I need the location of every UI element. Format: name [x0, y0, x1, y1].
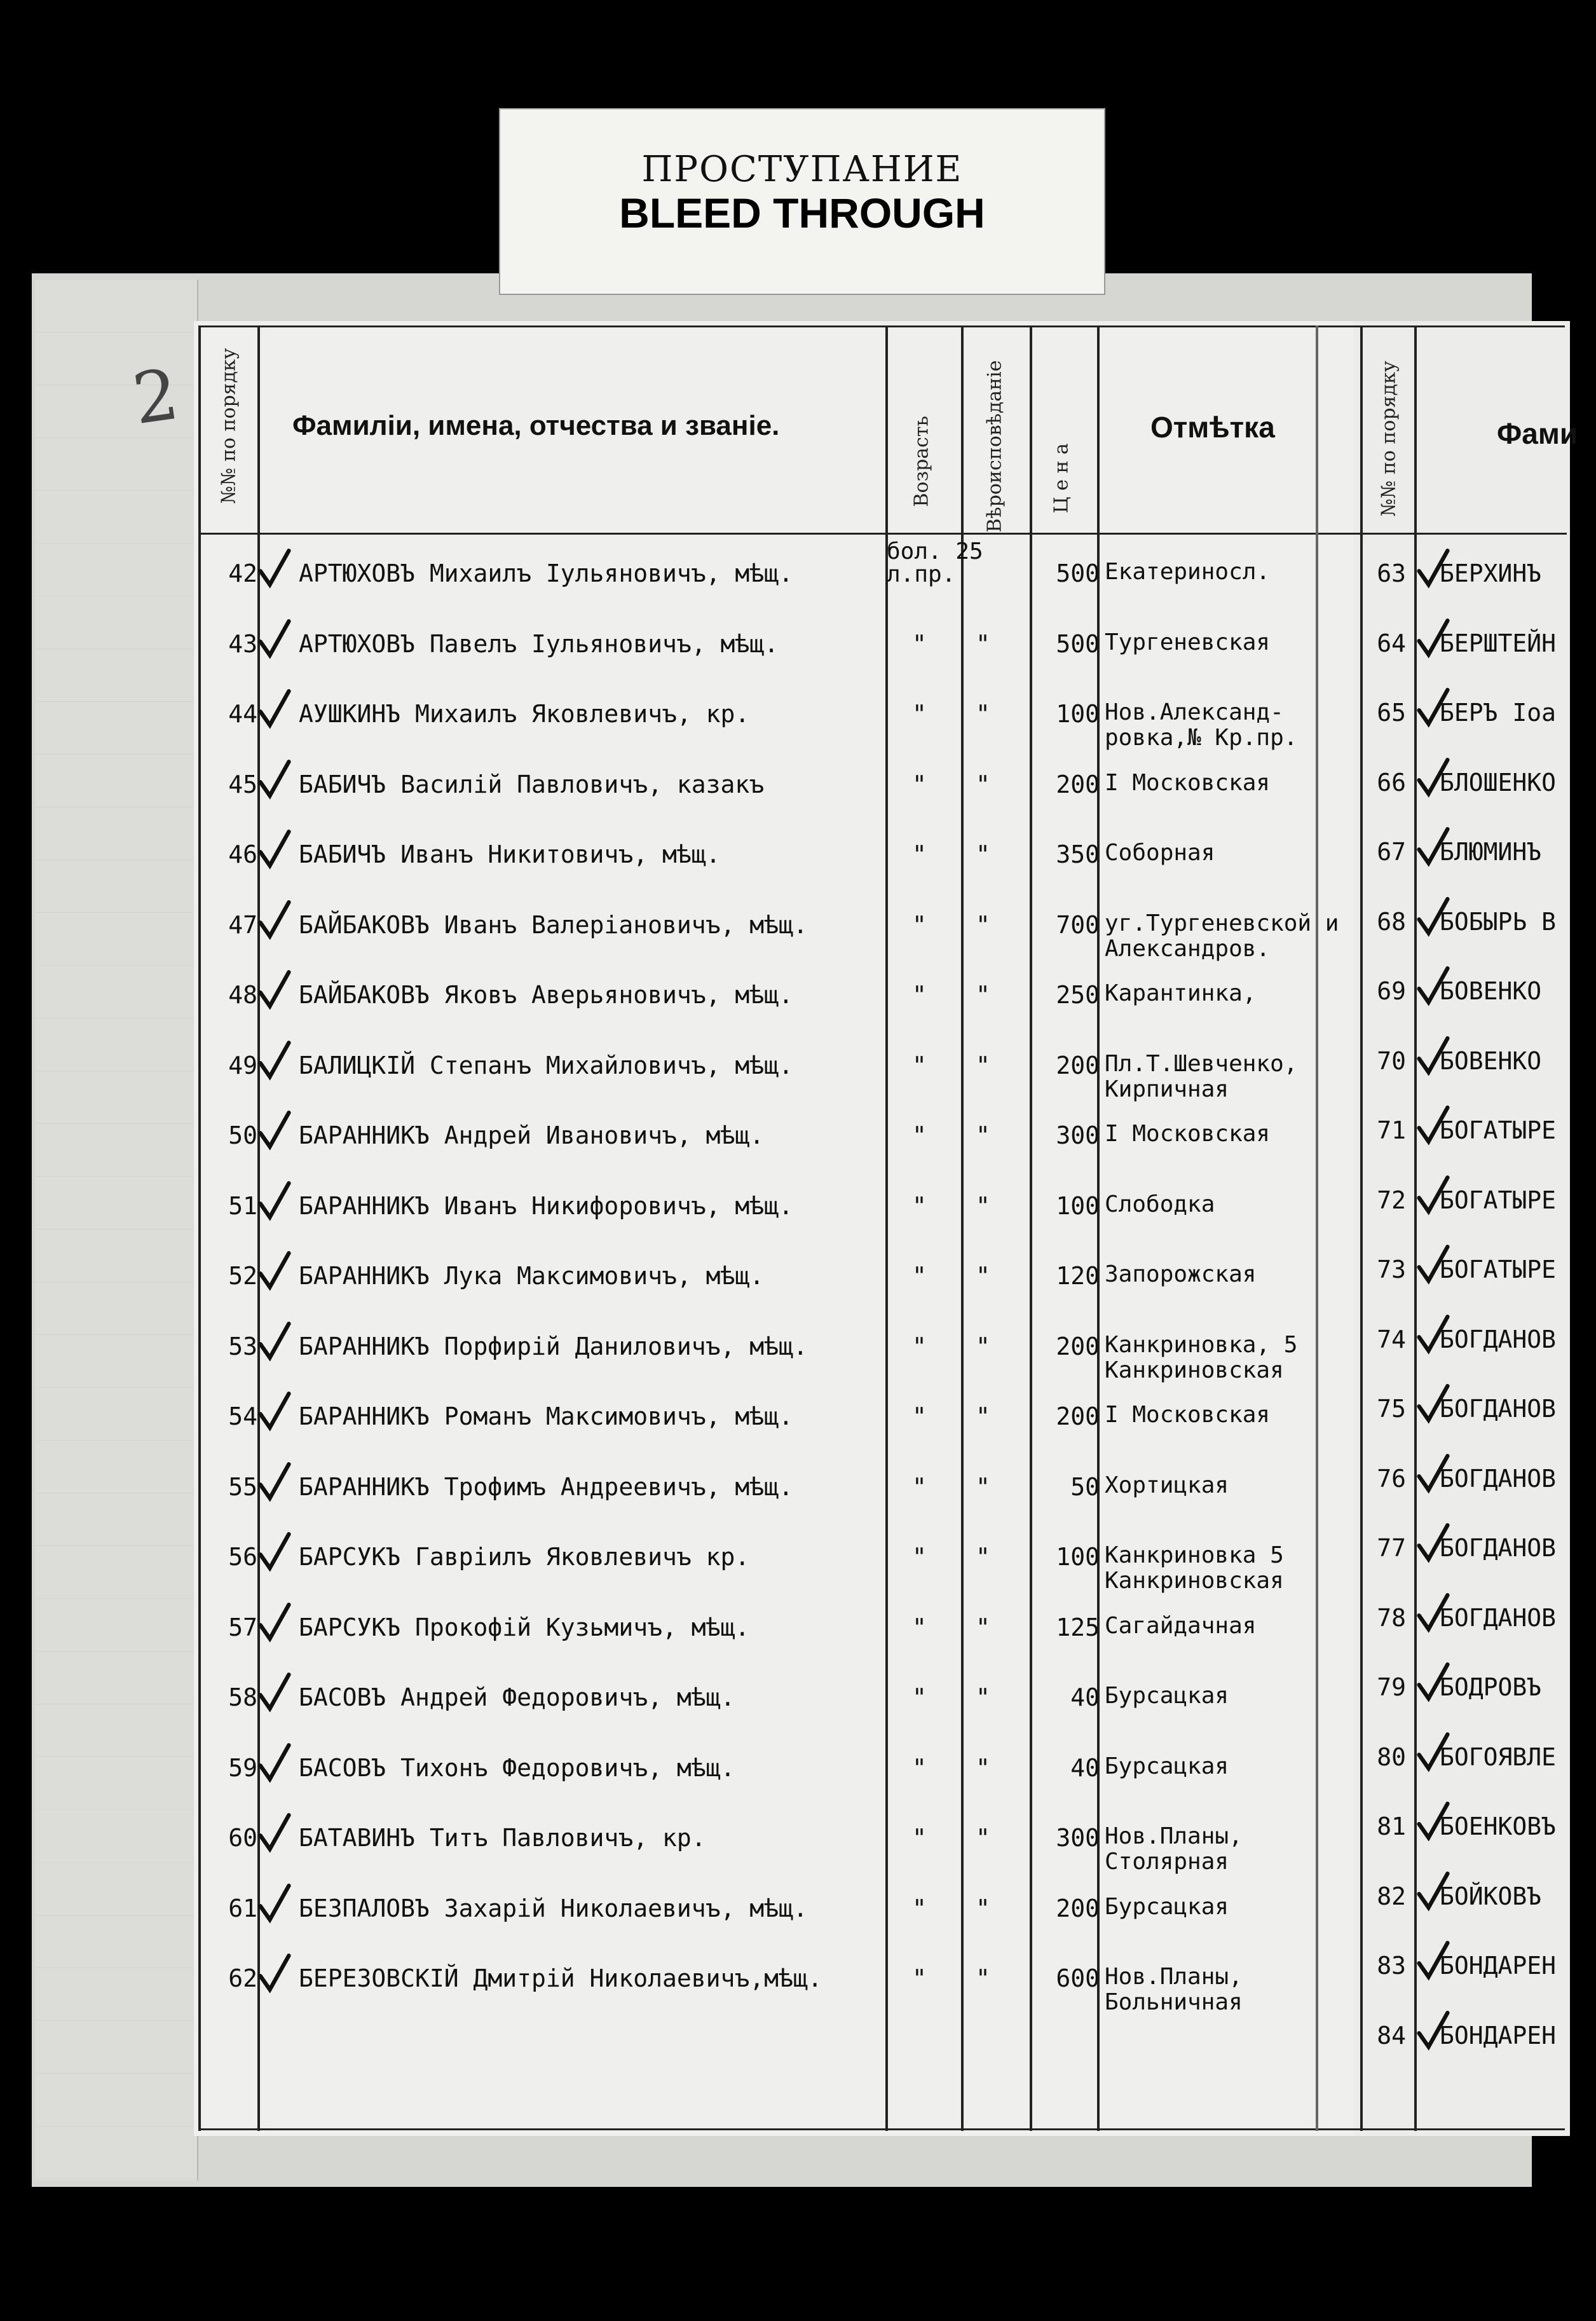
person-name: БАЛИЦКIЙ Степанъ Михайловичъ, мѣщ. — [299, 1051, 793, 1079]
person-confession: " — [976, 1683, 990, 1711]
address-mark: I Московская — [1105, 1121, 1271, 1147]
row-number-right: 77 — [1377, 1534, 1406, 1562]
person-name-right: БОГОЯВЛЕ — [1440, 1742, 1557, 1771]
person-price: 250 — [1056, 981, 1100, 1009]
person-age: " — [912, 1332, 927, 1360]
address-mark: Бурсацкая — [1105, 1683, 1229, 1709]
person-age: " — [912, 1543, 927, 1571]
row-number-right: 83 — [1377, 1952, 1406, 1980]
row-number-right: 81 — [1377, 1812, 1406, 1840]
table-row-right — [0, 1673, 1596, 1711]
row-number: 53 — [228, 1332, 257, 1360]
person-confession: " — [976, 910, 990, 939]
person-name: АРТЮХОВЪ Павелъ Iульяновичъ, мѣщ. — [299, 629, 779, 658]
person-price: 120 — [1056, 1262, 1100, 1290]
person-name-right: БЛЮМИНЪ — [1440, 838, 1542, 866]
address-mark: Слободка — [1105, 1191, 1215, 1217]
label-english: BLEED THROUGH — [619, 189, 985, 236]
table-row-right — [0, 1116, 1596, 1154]
row-number-right: 82 — [1377, 1882, 1406, 1910]
person-age: " — [912, 981, 927, 1009]
table-row-right — [0, 1604, 1596, 1642]
person-price: 40 — [1070, 1683, 1100, 1711]
table-row-right — [0, 1395, 1596, 1433]
person-name-right: БОВЕНКО — [1440, 1046, 1542, 1075]
person-price: 600 — [1056, 1964, 1100, 1992]
address-mark: Соборная — [1105, 840, 1215, 866]
label-russian: ПРОСТУПАНИЕ — [641, 149, 963, 190]
address-mark: Хортицкая — [1105, 1472, 1229, 1498]
person-confession: " — [976, 981, 990, 1009]
person-name-right: БОГАТЫРЕ — [1440, 1186, 1557, 1214]
header-price: Ц е н а — [1050, 443, 1073, 514]
person-age: бол. 25 л.пр. — [887, 538, 983, 587]
table-row-right — [0, 629, 1596, 668]
person-name: БАЙБАКОВЪ Яковъ Аверьяновичъ, мѣщ. — [299, 981, 793, 1009]
person-confession: " — [976, 1613, 990, 1641]
table-row-right — [0, 1047, 1596, 1085]
person-age: " — [912, 770, 927, 798]
header-age: Возрасть — [910, 416, 933, 507]
address-mark: Нов.Александ- ровка,№ Кр.пр. — [1105, 699, 1298, 751]
address-mark: Карантинка, — [1105, 980, 1257, 1006]
address-mark: Запорожская — [1105, 1261, 1257, 1287]
address-mark: Нов.Планы, Столярная — [1105, 1823, 1243, 1875]
row-number: 50 — [228, 1121, 257, 1149]
person-price: 350 — [1056, 840, 1100, 868]
person-age: " — [912, 1191, 927, 1220]
person-name: БАБИЧЪ Иванъ Никитовичъ, мѣщ. — [299, 840, 721, 868]
address-mark: I Московская — [1105, 769, 1271, 796]
row-number: 52 — [228, 1262, 257, 1290]
person-price: 700 — [1056, 910, 1100, 939]
bleed-through-label — [499, 108, 1105, 295]
header-name: Фамилiи, имена, отчества и званiе. — [292, 410, 780, 441]
person-name-right: БОГДАНОВ — [1440, 1395, 1557, 1423]
person-price: 500 — [1056, 559, 1100, 587]
person-age: " — [912, 910, 927, 939]
row-number-right: 80 — [1377, 1742, 1406, 1771]
row-number: 43 — [228, 629, 257, 658]
row-number-right: 75 — [1377, 1395, 1406, 1423]
row-number: 44 — [228, 700, 257, 728]
person-age: " — [912, 700, 927, 728]
person-age: " — [912, 1262, 927, 1290]
person-name: БАЙБАКОВЪ Иванъ Валерiановичъ, мѣщ. — [299, 910, 808, 939]
person-price: 40 — [1070, 1753, 1100, 1782]
address-mark: Нов.Планы, Больничная — [1105, 1964, 1243, 2015]
table-row-right — [0, 1465, 1596, 1503]
table-row-right — [0, 1325, 1596, 1364]
row-number: 60 — [228, 1824, 257, 1852]
row-number: 54 — [228, 1402, 257, 1430]
person-confession: " — [976, 629, 990, 658]
person-age: " — [912, 1964, 927, 1992]
row-number-right: 79 — [1377, 1673, 1406, 1701]
header-mark: Отмѣтка — [1150, 411, 1275, 444]
person-name: БАРАННИКЪ Андрей Ивановичъ, мѣщ. — [299, 1121, 765, 1149]
address-mark: I Московская — [1105, 1402, 1271, 1428]
row-number: 59 — [228, 1753, 257, 1782]
person-age: " — [912, 1683, 927, 1711]
address-mark: Канкриновка, 5 Канкриновская — [1105, 1331, 1298, 1383]
person-name: БАБИЧЪ Василiй Павловичъ, казакъ — [299, 770, 765, 798]
person-name: БАСОВЪ Тихонъ Федоровичъ, мѣщ. — [299, 1753, 735, 1782]
person-confession: " — [976, 1332, 990, 1360]
person-confession: " — [976, 1121, 990, 1149]
person-name-right: БОНДАРЕН — [1440, 1952, 1557, 1980]
person-age: " — [912, 1051, 927, 1079]
person-price: 200 — [1056, 1894, 1100, 1922]
person-age: " — [912, 1402, 927, 1430]
person-price: 100 — [1056, 1543, 1100, 1571]
person-price: 200 — [1056, 770, 1100, 798]
person-name-right: БОГДАНОВ — [1440, 1325, 1557, 1353]
address-mark: Пл.Т.Шевченко, Кирпичная — [1105, 1050, 1298, 1102]
person-price: 50 — [1070, 1472, 1100, 1501]
person-confession: " — [976, 1753, 990, 1782]
person-confession: " — [976, 1262, 990, 1290]
person-name: БАРАННИКЪ Порфирiй Даниловичъ, мѣщ. — [299, 1332, 808, 1360]
row-number-right: 66 — [1377, 768, 1406, 797]
address-mark: Екатериносл. — [1105, 559, 1271, 585]
header-order-right: №№ по порядку — [1377, 360, 1400, 517]
person-name: БЕЗПАЛОВЪ Захарiй Николаевичъ, мѣщ. — [299, 1894, 808, 1922]
row-number: 62 — [228, 1964, 257, 1992]
person-confession: " — [976, 1894, 990, 1922]
row-number-right: 74 — [1377, 1325, 1406, 1353]
row-number-right: 65 — [1377, 699, 1406, 727]
person-name: БАРАННИКЪ Лука Максимовичъ, мѣщ. — [299, 1262, 765, 1290]
header-order-left: №№ по порядку — [217, 348, 240, 504]
row-number: 61 — [228, 1894, 257, 1922]
person-age: " — [912, 1472, 927, 1501]
person-confession: " — [976, 1543, 990, 1571]
person-name-right: БОБЫРЬ В — [1440, 907, 1557, 936]
row-number-right: 73 — [1377, 1256, 1406, 1284]
address-mark: Сагайдачная — [1105, 1612, 1257, 1639]
address-mark: Бурсацкая — [1105, 1893, 1229, 1920]
person-name: АУШКИНЪ Михаилъ Яковлевичъ, кр. — [299, 700, 750, 728]
row-number-right: 76 — [1377, 1464, 1406, 1493]
person-name: БАРАННИКЪ Романъ Максимовичъ, мѣщ. — [299, 1402, 793, 1430]
person-name-right: БЕРШТЕЙН — [1440, 629, 1557, 657]
person-confession: " — [976, 1402, 990, 1430]
table-row-right — [0, 1534, 1596, 1572]
person-name-right: БЕРХИНЪ — [1440, 559, 1542, 587]
person-age: " — [912, 1753, 927, 1782]
table-row-right — [0, 1186, 1596, 1224]
person-name: БАРАННИКЪ Иванъ Никифоровичъ, мѣщ. — [299, 1191, 793, 1220]
row-number: 45 — [228, 770, 257, 798]
table-row-right — [0, 1743, 1596, 1781]
row-number-right: 69 — [1377, 977, 1406, 1005]
person-age: " — [912, 1121, 927, 1149]
person-name-right: БОДРОВЪ — [1440, 1673, 1542, 1701]
address-mark: Канкриновка 5 Канкриновская — [1105, 1542, 1284, 1594]
row-number: 47 — [228, 910, 257, 939]
person-price: 125 — [1056, 1613, 1100, 1641]
person-price: 300 — [1056, 1824, 1100, 1852]
person-age: " — [912, 629, 927, 658]
row-number-right: 63 — [1377, 559, 1406, 587]
row-number-right: 70 — [1377, 1046, 1406, 1075]
row-number-right: 72 — [1377, 1186, 1406, 1214]
person-confession: " — [976, 1824, 990, 1852]
person-confession: " — [976, 1051, 990, 1079]
header-name-right: Фами — [1497, 417, 1578, 450]
row-number-right: 71 — [1377, 1116, 1406, 1144]
person-confession: " — [976, 1472, 990, 1501]
person-name: БАРСУКЪ Прокофiй Кузьмичъ, мѣщ. — [299, 1613, 750, 1641]
person-name: БАСОВЪ Андрей Федоровичъ, мѣщ. — [299, 1683, 735, 1711]
table-row-right — [0, 699, 1596, 737]
person-name: БАТАВИНЪ Титъ Павловичъ, кр. — [299, 1824, 706, 1852]
person-price: 200 — [1056, 1402, 1100, 1430]
address-mark: Бурсацкая — [1105, 1753, 1229, 1779]
person-name-right: БОГДАНОВ — [1440, 1464, 1557, 1493]
person-confession: " — [976, 1191, 990, 1220]
table-row-right — [0, 838, 1596, 876]
person-price: 200 — [1056, 1332, 1100, 1360]
table-row-right — [0, 908, 1596, 946]
row-number: 49 — [228, 1051, 257, 1079]
row-number-right: 78 — [1377, 1603, 1406, 1632]
person-name-right: БОГДАНОВ — [1440, 1603, 1557, 1632]
row-number: 58 — [228, 1683, 257, 1711]
table-row-right — [0, 2022, 1596, 2060]
person-name-right: БЛОШЕНКО — [1440, 768, 1557, 797]
table-row-right — [0, 977, 1596, 1015]
person-name-right: БОГДАНОВ — [1440, 1534, 1557, 1562]
address-mark: Тургеневская — [1105, 629, 1271, 655]
person-age: " — [912, 1894, 927, 1922]
table-row-right — [0, 1256, 1596, 1294]
person-name-right: БОГАТЫРЕ — [1440, 1256, 1557, 1284]
person-age: " — [912, 1824, 927, 1852]
person-price: 100 — [1056, 700, 1100, 728]
address-mark: уг.Тургеневской и Александров. — [1105, 910, 1339, 962]
row-number: 42 — [228, 559, 257, 587]
row-number-right: 64 — [1377, 629, 1406, 657]
header-bottom-border — [198, 533, 1387, 535]
person-price: 100 — [1056, 1191, 1100, 1220]
person-name-right: БОНДАРЕН — [1440, 2021, 1557, 2050]
margin-note: 2 — [128, 353, 184, 441]
person-name-right: БОГАТЫРЕ — [1440, 1116, 1557, 1144]
person-price: 300 — [1056, 1121, 1100, 1149]
person-confession: " — [976, 1964, 990, 1992]
header-confession: Вѣроисповѣданiе — [983, 360, 1006, 533]
person-name-right: БЕРЪ Iоа — [1440, 699, 1557, 727]
row-number-right: 68 — [1377, 907, 1406, 936]
table-row-right — [0, 1812, 1596, 1851]
person-price: 200 — [1056, 1051, 1100, 1079]
person-confession: " — [976, 840, 990, 868]
row-number-right: 67 — [1377, 838, 1406, 866]
person-name: БЕРЕЗОВСКIЙ Дмитрiй Николаевичъ,мѣщ. — [299, 1964, 822, 1992]
person-confession: " — [976, 770, 990, 798]
person-name-right: БОЕНКОВЪ — [1440, 1812, 1557, 1840]
person-name-right: БОЙКОВЪ — [1440, 1882, 1542, 1910]
person-price: 500 — [1056, 629, 1100, 658]
person-name-right: БОВЕНКО — [1440, 977, 1542, 1005]
row-number: 48 — [228, 981, 257, 1009]
person-confession: " — [976, 700, 990, 728]
row-number: 51 — [228, 1191, 257, 1220]
person-age: " — [912, 840, 927, 868]
person-name: АРТЮХОВЪ Михаилъ Iульяновичъ, мѣщ. — [299, 559, 793, 587]
row-number: 55 — [228, 1472, 257, 1501]
person-name: БАРАННИКЪ Трофимъ Андреевичъ, мѣщ. — [299, 1472, 793, 1501]
person-name: БАРСУКЪ Гаврiилъ Яковлевичъ кр. — [299, 1543, 750, 1571]
row-number: 46 — [228, 840, 257, 868]
row-number: 57 — [228, 1613, 257, 1641]
header-bottom-border-right — [1363, 533, 1567, 535]
table-row-right — [0, 1952, 1596, 1990]
table-row-right — [0, 559, 1596, 598]
table-row-right — [0, 1882, 1596, 1920]
person-age: " — [912, 1613, 927, 1641]
row-number-right: 84 — [1377, 2021, 1406, 2050]
table-row-right — [0, 769, 1596, 807]
row-number: 56 — [228, 1543, 257, 1571]
